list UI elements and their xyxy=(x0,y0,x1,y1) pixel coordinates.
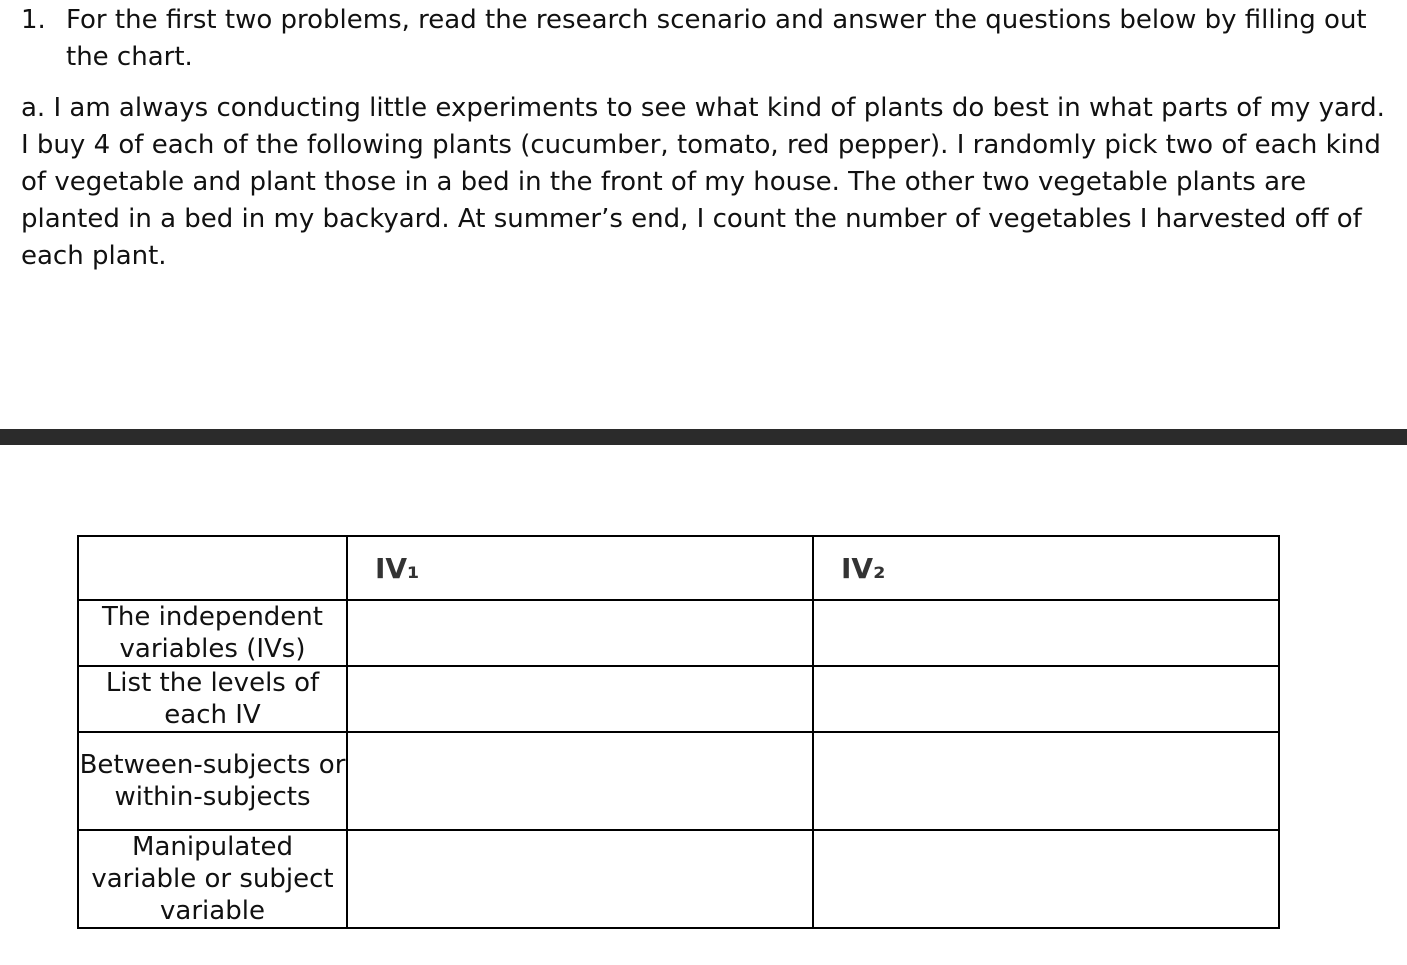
question-number: 1. xyxy=(21,5,46,35)
table-header-row xyxy=(78,536,1279,600)
table-row xyxy=(78,666,1279,732)
answer-cell-iv1-design[interactable] xyxy=(347,732,813,830)
corner-cell xyxy=(78,536,347,600)
answer-cell-iv1-variable-type[interactable] xyxy=(347,830,813,928)
section-divider xyxy=(0,429,1407,445)
row-label-levels: List the levels of each IV xyxy=(78,666,347,732)
answer-cell-iv2-levels[interactable] xyxy=(813,666,1279,732)
header-iv1: IV₁ xyxy=(347,536,813,600)
table-row xyxy=(78,830,1279,928)
table-row xyxy=(78,600,1279,666)
header-iv2: IV₂ xyxy=(813,536,1279,600)
row-label-design: Between-subjects or within-subjects xyxy=(78,732,347,830)
answer-cell-iv2-variable-type[interactable] xyxy=(813,830,1279,928)
table-row xyxy=(78,732,1279,830)
iv-chart-table xyxy=(77,535,1280,929)
answer-cell-iv2-design[interactable] xyxy=(813,732,1279,830)
research-scenario: a. I am always conducting little experiments to see what kind of plants do best in what parts of my yard. I buy 4 of each of the following plants (cucumber, tomato, red pepper). I randomly pick two of each kind of vegetable and plant those in a bed in the front of my house. The other two vegetable plants are planted in a bed in my backyard. At summer’s end, I count the number of vegetables I harvested off of each plant. xyxy=(21,93,1385,271)
answer-cell-iv1-variables[interactable] xyxy=(347,600,813,666)
answer-cell-iv2-variables[interactable] xyxy=(813,600,1279,666)
row-label-independent-variables: The independent variables (IVs) xyxy=(78,600,347,666)
row-label-variable-type: Manipulated variable or subject variable xyxy=(78,830,347,928)
question-prompt: For the first two problems, read the research scenario and answer the questions below by filling out the chart. xyxy=(66,5,1367,72)
answer-cell-iv1-levels[interactable] xyxy=(347,666,813,732)
